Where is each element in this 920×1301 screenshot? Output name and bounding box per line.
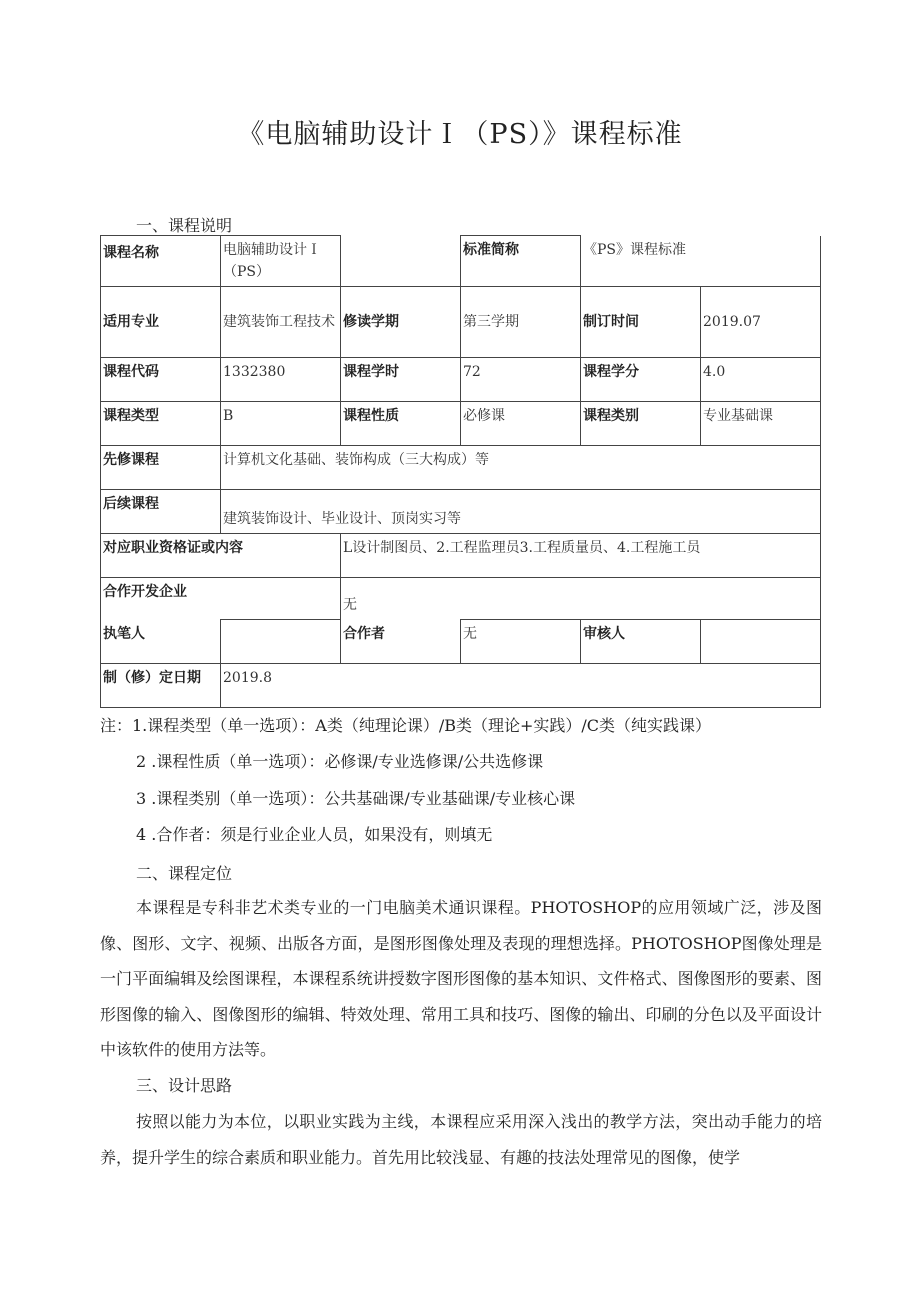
table-row xyxy=(101,287,821,358)
label-course-code: 课程代码 xyxy=(101,358,221,402)
table-row xyxy=(101,578,821,620)
value-course-type: B xyxy=(221,402,341,446)
label-prerequisite: 先修课程 xyxy=(101,446,221,490)
table-row xyxy=(101,236,821,287)
label-made-date: 制订时间 xyxy=(581,287,701,358)
note-collaborator: 4 .合作者：须是行业企业人员，如果没有，则填无 xyxy=(136,825,493,844)
section-heading-positioning: 二、课程定位 xyxy=(136,864,233,883)
label-applicable-major: 适用专业 xyxy=(101,287,221,358)
document-title: 《电脑辅助设计Ｉ（PS）》课程标准 xyxy=(237,119,683,150)
value-course-hours: 72 xyxy=(461,358,581,402)
label-standard-abbr: 标准简称 xyxy=(461,236,581,287)
table-row xyxy=(101,402,821,446)
label-course-name: 课程名称 xyxy=(101,236,221,287)
value-reviewer xyxy=(701,620,821,664)
label-qualification: 对应职业资格证或内容 xyxy=(101,534,341,578)
table-row xyxy=(101,664,821,708)
note-course-nature: 2 .课程性质（单一选项）：必修课/专业选修课/公共选修课 xyxy=(136,752,544,771)
section-heading-design-idea: 三、设计思路 xyxy=(136,1076,233,1095)
table-row xyxy=(101,490,821,534)
value-prerequisite: 计算机文化基础、装饰构成（三大构成）等 xyxy=(221,446,821,490)
paragraph-positioning: 本课程是专科非艺术类专业的一门电脑美术通识课程。PHOTOSHOP的应用领域广泛，涉及图像、图形、文字、视频、出版各方面，是图形图像处理及表现的理想选择。PHOTOSHOP图像处理是一门平面编辑及绘图课程，本课程系统讲授数字图形图像的基本知识、文件格式、图像图形的要素、图形图像的输入、图像图形的编辑、特效处理、常用工具和技巧、图像的输出、印刷的分色以及平面设计中该软件的使用方法等。 xyxy=(100,898,822,1059)
value-follow-up: 建筑装饰设计、毕业设计、顶岗实习等 xyxy=(221,490,821,534)
value-semester: 第三学期 xyxy=(461,287,581,358)
value-applicable-major: 建筑装饰工程技术 xyxy=(221,287,341,358)
label-reviewer: 审核人 xyxy=(581,620,701,664)
label-partner-company: 合作开发企业 xyxy=(101,578,341,620)
label-collaborator: 合作者 xyxy=(341,620,461,664)
label-semester: 修读学期 xyxy=(341,287,461,358)
label-revision-date: 制（修）定日期 xyxy=(101,664,221,708)
value-course-credits: 4.0 xyxy=(701,358,821,402)
label-follow-up: 后续课程 xyxy=(101,490,221,534)
course-info-table xyxy=(100,235,821,708)
table-row xyxy=(101,446,821,490)
note-course-type: 注：1.课程类型（单一选项）：A类（纯理论课）/B类（理论+实践）/C类（纯实践课） xyxy=(100,716,712,735)
paragraph-design-idea: 按照以能力为本位，以职业实践为主线，本课程应采用深入浅出的教学方法，突出动手能力的培养，提升学生的综合素质和职业能力。首先用比较浅显、有趣的技法处理常见的图像，使学 xyxy=(100,1112,822,1167)
note-course-category: 3 .课程类别（单一选项）：公共基础课/专业基础课/专业核心课 xyxy=(136,789,576,808)
table-row xyxy=(101,620,821,664)
label-course-category: 课程类别 xyxy=(581,402,701,446)
value-partner-company: 无 xyxy=(341,578,821,620)
value-course-code: 1332380 xyxy=(221,358,341,402)
label-course-nature: 课程性质 xyxy=(341,402,461,446)
value-collaborator: 无 xyxy=(461,620,581,664)
value-course-nature: 必修课 xyxy=(461,402,581,446)
label-course-hours: 课程学时 xyxy=(341,358,461,402)
value-standard-abbr: 《PS》课程标准 xyxy=(581,236,821,287)
value-revision-date: 2019.8 xyxy=(221,664,821,708)
label-course-credits: 课程学分 xyxy=(581,358,701,402)
value-made-date: 2019.07 xyxy=(701,287,821,358)
label-author: 执笔人 xyxy=(101,620,221,664)
table-row xyxy=(101,534,821,578)
label-course-type: 课程类型 xyxy=(101,402,221,446)
value-author xyxy=(221,620,341,664)
value-course-category: 专业基础课 xyxy=(701,402,821,446)
table-row xyxy=(101,358,821,402)
value-qualification: L设计制图员、2.工程监理员3.工程质量员、4.工程施工员 xyxy=(341,534,821,578)
value-course-name: 电脑辅助设计Ｉ（PS） xyxy=(221,236,341,287)
section-heading-course-description: 一、课程说明 xyxy=(136,216,233,235)
